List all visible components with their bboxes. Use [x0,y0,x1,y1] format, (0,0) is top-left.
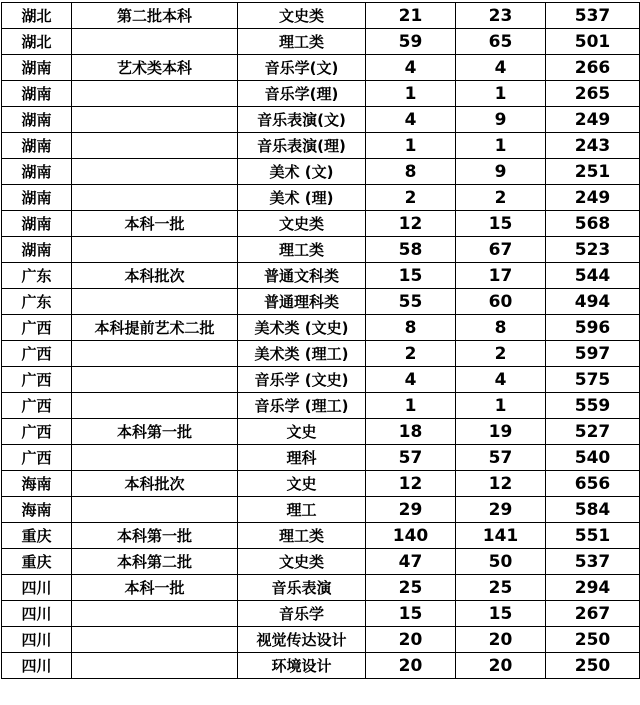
province-cell: 湖南 [2,107,72,133]
table-row [2,367,640,393]
subject-cell: 音乐表演 [238,575,366,601]
plan-count-cell: 1 [366,393,456,419]
table-body [2,3,640,679]
subject-cell: 美术类 (理工) [238,341,366,367]
province-cell: 广东 [2,289,72,315]
subject-cell: 美术 (理) [238,185,366,211]
admitted-count-cell: 1 [456,81,546,107]
province-cell: 广西 [2,419,72,445]
subject-cell: 理工类 [238,29,366,55]
subject-cell: 理工类 [238,237,366,263]
admitted-count-cell: 2 [456,341,546,367]
table-row [2,211,640,237]
batch-cell [72,29,238,55]
subject-cell: 音乐表演(文) [238,107,366,133]
province-cell: 海南 [2,471,72,497]
admitted-count-cell: 4 [456,367,546,393]
province-cell: 海南 [2,497,72,523]
admitted-count-cell: 1 [456,393,546,419]
score-cell: 251 [546,159,640,185]
subject-cell: 音乐学 (文史) [238,367,366,393]
province-cell: 重庆 [2,523,72,549]
plan-count-cell: 15 [366,601,456,627]
table-row [2,185,640,211]
subject-cell: 文史类 [238,3,366,29]
province-cell: 广西 [2,315,72,341]
admitted-count-cell: 8 [456,315,546,341]
table-row [2,575,640,601]
batch-cell [72,185,238,211]
table-row [2,497,640,523]
province-cell: 广西 [2,393,72,419]
province-cell: 湖南 [2,55,72,81]
plan-count-cell: 25 [366,575,456,601]
subject-cell: 美术 (文) [238,159,366,185]
province-cell: 湖北 [2,3,72,29]
admitted-count-cell: 9 [456,159,546,185]
batch-cell: 本科提前艺术二批 [72,315,238,341]
subject-cell: 视觉传达设计 [238,627,366,653]
batch-cell [72,289,238,315]
batch-cell: 艺术类本科 [72,55,238,81]
subject-cell: 音乐学 (理工) [238,393,366,419]
score-cell: 559 [546,393,640,419]
batch-cell: 本科一批 [72,211,238,237]
table-row [2,341,640,367]
batch-cell [72,107,238,133]
batch-cell [72,653,238,679]
score-cell: 494 [546,289,640,315]
province-cell: 湖南 [2,133,72,159]
admitted-count-cell: 57 [456,445,546,471]
admitted-count-cell: 19 [456,419,546,445]
table-row [2,601,640,627]
table-row [2,3,640,29]
province-cell: 广西 [2,341,72,367]
province-cell: 广西 [2,445,72,471]
score-cell: 597 [546,341,640,367]
table-row [2,289,640,315]
score-cell: 584 [546,497,640,523]
table-row [2,393,640,419]
admitted-count-cell: 4 [456,55,546,81]
admitted-count-cell: 25 [456,575,546,601]
batch-cell: 本科批次 [72,263,238,289]
admitted-count-cell: 29 [456,497,546,523]
subject-cell: 普通理科类 [238,289,366,315]
subject-cell: 音乐表演(理) [238,133,366,159]
score-cell: 249 [546,185,640,211]
batch-cell: 本科批次 [72,471,238,497]
score-cell: 575 [546,367,640,393]
subject-cell: 理工类 [238,523,366,549]
batch-cell [72,159,238,185]
plan-count-cell: 4 [366,367,456,393]
province-cell: 重庆 [2,549,72,575]
batch-cell [72,627,238,653]
plan-count-cell: 59 [366,29,456,55]
subject-cell: 文史 [238,471,366,497]
score-cell: 568 [546,211,640,237]
plan-count-cell: 1 [366,133,456,159]
batch-cell [72,133,238,159]
subject-cell: 文史 [238,419,366,445]
subject-cell: 音乐学 [238,601,366,627]
plan-count-cell: 58 [366,237,456,263]
table-row [2,133,640,159]
score-cell: 265 [546,81,640,107]
subject-cell: 理工 [238,497,366,523]
table-row [2,29,640,55]
subject-cell: 文史类 [238,211,366,237]
score-cell: 250 [546,653,640,679]
score-cell: 249 [546,107,640,133]
table-row [2,237,640,263]
province-cell: 四川 [2,627,72,653]
score-cell: 294 [546,575,640,601]
subject-cell: 音乐学(文) [238,55,366,81]
score-cell: 523 [546,237,640,263]
admissions-table [1,2,640,679]
admitted-count-cell: 15 [456,601,546,627]
province-cell: 湖北 [2,29,72,55]
admitted-count-cell: 60 [456,289,546,315]
score-cell: 250 [546,627,640,653]
subject-cell: 美术类 (文史) [238,315,366,341]
table-row [2,627,640,653]
admitted-count-cell: 17 [456,263,546,289]
table-row [2,549,640,575]
table-row [2,81,640,107]
province-cell: 湖南 [2,81,72,107]
score-cell: 537 [546,3,640,29]
score-cell: 267 [546,601,640,627]
batch-cell [72,81,238,107]
table-row [2,315,640,341]
plan-count-cell: 140 [366,523,456,549]
plan-count-cell: 12 [366,471,456,497]
batch-cell [72,341,238,367]
plan-count-cell: 1 [366,81,456,107]
admitted-count-cell: 12 [456,471,546,497]
admitted-count-cell: 9 [456,107,546,133]
plan-count-cell: 8 [366,315,456,341]
province-cell: 湖南 [2,237,72,263]
table-row [2,523,640,549]
admitted-count-cell: 67 [456,237,546,263]
batch-cell [72,367,238,393]
batch-cell [72,497,238,523]
score-cell: 544 [546,263,640,289]
batch-cell: 本科第一批 [72,523,238,549]
admitted-count-cell: 2 [456,185,546,211]
table-row [2,107,640,133]
plan-count-cell: 21 [366,3,456,29]
score-cell: 243 [546,133,640,159]
plan-count-cell: 2 [366,185,456,211]
score-cell: 501 [546,29,640,55]
admitted-count-cell: 20 [456,627,546,653]
plan-count-cell: 18 [366,419,456,445]
batch-cell [72,237,238,263]
plan-count-cell: 2 [366,341,456,367]
province-cell: 广东 [2,263,72,289]
plan-count-cell: 4 [366,107,456,133]
admitted-count-cell: 20 [456,653,546,679]
subject-cell: 文史类 [238,549,366,575]
admitted-count-cell: 50 [456,549,546,575]
subject-cell: 音乐学(理) [238,81,366,107]
table-row [2,159,640,185]
province-cell: 四川 [2,601,72,627]
batch-cell: 本科一批 [72,575,238,601]
batch-cell [72,601,238,627]
score-cell: 537 [546,549,640,575]
batch-cell [72,393,238,419]
plan-count-cell: 8 [366,159,456,185]
score-cell: 596 [546,315,640,341]
province-cell: 四川 [2,653,72,679]
batch-cell: 第二批本科 [72,3,238,29]
table-row [2,55,640,81]
table-row [2,471,640,497]
table-row [2,263,640,289]
table-row [2,653,640,679]
plan-count-cell: 12 [366,211,456,237]
province-cell: 湖南 [2,211,72,237]
plan-count-cell: 57 [366,445,456,471]
province-cell: 湖南 [2,159,72,185]
batch-cell: 本科第二批 [72,549,238,575]
subject-cell: 普通文科类 [238,263,366,289]
subject-cell: 环境设计 [238,653,366,679]
province-cell: 湖南 [2,185,72,211]
admitted-count-cell: 15 [456,211,546,237]
score-cell: 656 [546,471,640,497]
table-row [2,445,640,471]
plan-count-cell: 20 [366,653,456,679]
province-cell: 广西 [2,367,72,393]
plan-count-cell: 55 [366,289,456,315]
score-cell: 551 [546,523,640,549]
plan-count-cell: 20 [366,627,456,653]
batch-cell [72,445,238,471]
score-cell: 527 [546,419,640,445]
admitted-count-cell: 141 [456,523,546,549]
province-cell: 四川 [2,575,72,601]
admitted-count-cell: 65 [456,29,546,55]
score-cell: 540 [546,445,640,471]
plan-count-cell: 29 [366,497,456,523]
admitted-count-cell: 1 [456,133,546,159]
plan-count-cell: 4 [366,55,456,81]
score-cell: 266 [546,55,640,81]
plan-count-cell: 47 [366,549,456,575]
batch-cell: 本科第一批 [72,419,238,445]
plan-count-cell: 15 [366,263,456,289]
subject-cell: 理科 [238,445,366,471]
table-row [2,419,640,445]
admitted-count-cell: 23 [456,3,546,29]
